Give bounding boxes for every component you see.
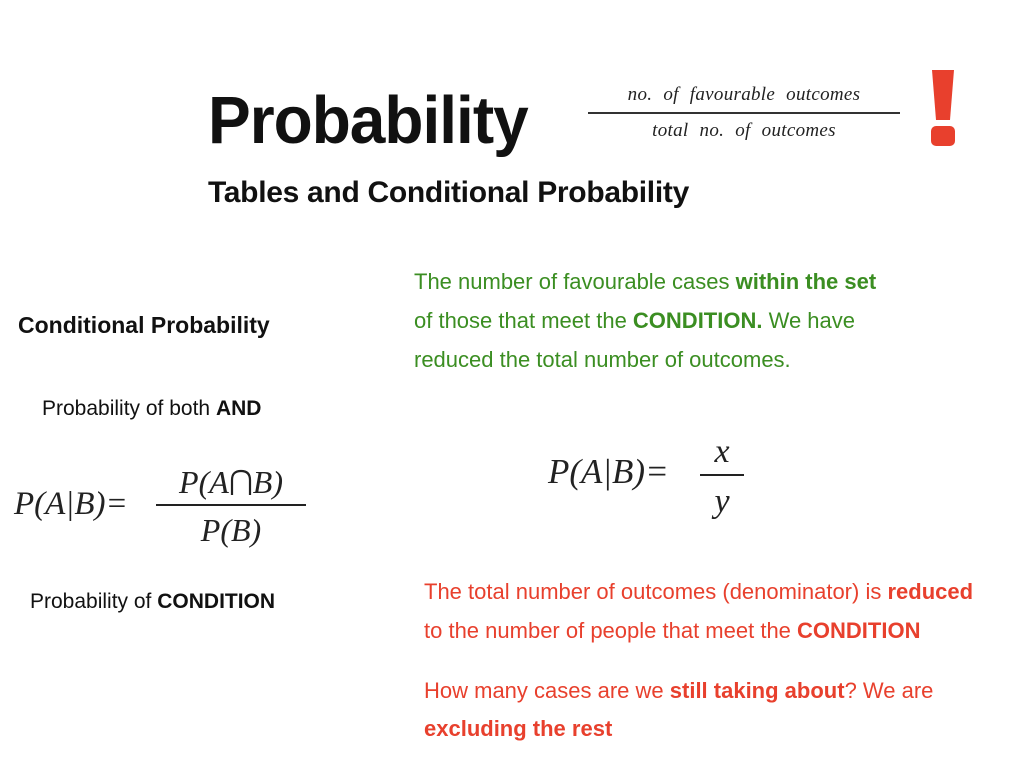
formula-denominator: P(B) [200,512,262,548]
text-run: The number of favourable cases [414,269,736,294]
text-run: How many cases are we [424,678,670,703]
text-emphasis: reduced [887,579,974,604]
text-emphasis: within the set [735,269,877,294]
caption-text: Probability of both [42,397,216,420]
definition-denominator: total no. of outcomes [652,119,836,141]
caption-text: Probability of [30,590,158,613]
intersection-icon [229,469,253,495]
text-run: to the number of people that meet the [424,618,798,643]
text-run: We have reduced the total number of outcomes. [414,308,856,372]
probability-definition [588,84,900,142]
formula-denominator: y [714,483,730,520]
favourable-cases-explanation [414,262,884,379]
denominator-explanation [424,572,984,650]
fraction-bar [588,112,900,114]
text-emphasis: excluding the rest [424,716,613,741]
formula-numerator: x [714,433,730,470]
text-emphasis: still taking about [669,678,845,703]
text-run: The total number of outcomes (denominator) is [424,579,888,604]
conditional-probability-heading: Conditional Probability [18,312,270,338]
formula-lhs: P(A|B)= [14,486,128,522]
numerator-caption [42,397,261,421]
definition-numerator: no. of favourable outcomes [627,84,861,105]
numerator-left: P(A [179,464,229,500]
fraction-bar [156,504,306,506]
exclamation-icon [930,68,956,148]
formula-fraction [700,432,744,522]
formula-lhs: P(A|B)= [548,452,669,491]
caption-emphasis: AND [215,397,262,420]
fraction-bar [700,474,744,476]
formula-fraction [156,460,306,550]
text-run: ? We are [844,678,934,703]
text-emphasis: CONDITION. [632,308,763,333]
denominator-caption [30,590,275,614]
caption-emphasis: CONDITION [157,590,276,613]
page-title: Probability [208,82,528,158]
excluding-explanation [424,672,984,748]
numerator-right: B) [252,464,283,500]
text-emphasis: CONDITION [797,618,921,643]
formula-numerator [156,460,306,504]
page-subtitle: Tables and Conditional Probability [208,176,689,209]
text-run: of those that meet the [414,308,633,333]
